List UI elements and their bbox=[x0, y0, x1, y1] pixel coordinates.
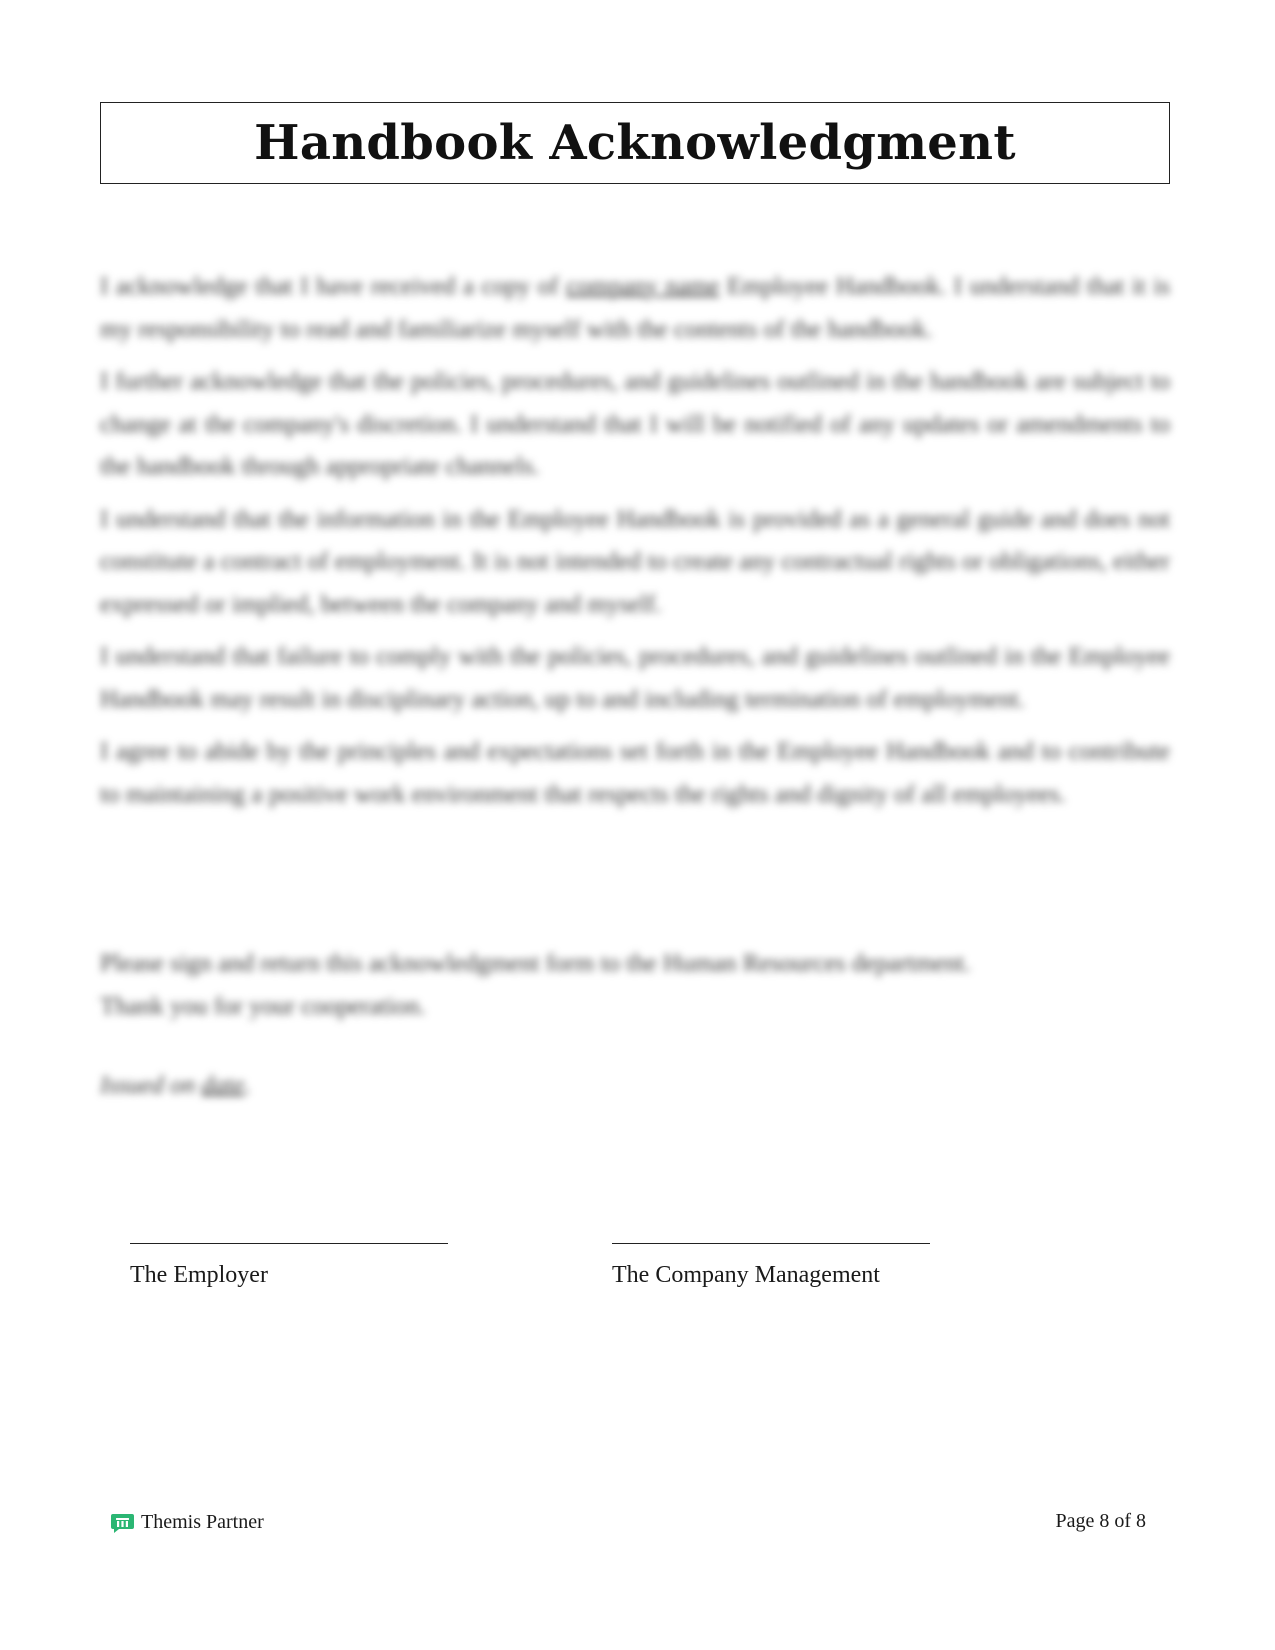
footer-brand bbox=[110, 1511, 264, 1534]
issued-date-line bbox=[100, 1072, 251, 1100]
date-placeholder: date bbox=[201, 1072, 245, 1099]
themis-logo-icon bbox=[110, 1512, 135, 1534]
paragraph-agreement: I agree to abide by the principles and expectations set forth in the Employee Handbook and to contribute to maintaining a positive work environment that respects the rights and dignity of all employees. bbox=[100, 738, 1170, 808]
paragraph-not-contract: I understand that the information in the Employee Handbook is provided as a general guide and does not constitute a contract of employment. It is not intended to create any contractual rights or obligations, either expressed or implied, between the company and myself. bbox=[100, 505, 1170, 618]
paragraph-receipt bbox=[100, 266, 1170, 351]
paragraph-compliance: I understand that failure to comply with the policies, procedures, and guidelines outlined in the Employee Handbook may result in disciplinary action, up to and including termination of employment. bbox=[100, 643, 1170, 713]
return-instruction: Please sign and return this acknowledgment form to the Human Resources department. bbox=[100, 950, 971, 977]
thank-you-line: Thank you for your cooperation. bbox=[100, 993, 426, 1020]
paragraph-receipt-end: Employee Handbook. I understand that it is my responsibility to read and familiarize myself with the contents of the handbook. bbox=[100, 273, 1171, 343]
document-title: Handbook Acknowledgment bbox=[254, 115, 1016, 171]
brand-name: Themis Partner bbox=[141, 1511, 264, 1533]
document-body bbox=[100, 266, 1170, 826]
title-box bbox=[100, 102, 1170, 184]
company-name-placeholder: company name bbox=[566, 273, 720, 300]
paragraph-receipt-start: I acknowledge that I have received a copy of bbox=[100, 273, 567, 300]
management-signature-line bbox=[612, 1243, 930, 1244]
issued-suffix: . bbox=[244, 1072, 251, 1099]
page-number: Page 8 of 8 bbox=[1055, 1510, 1146, 1532]
employer-signature-line bbox=[130, 1243, 448, 1244]
management-signature-label: The Company Management bbox=[612, 1262, 880, 1288]
paragraph-policy-changes: I further acknowledge that the policies, procedures, and guidelines outlined in the handbook are subject to change at the company's discretion. I understand that I will be notified of any updates or amendments to the handbook through appropriate channels. bbox=[100, 368, 1170, 480]
employer-signature-label: The Employer bbox=[130, 1262, 268, 1288]
return-notice bbox=[100, 942, 1170, 1028]
issued-prefix: Issued on bbox=[100, 1072, 202, 1099]
